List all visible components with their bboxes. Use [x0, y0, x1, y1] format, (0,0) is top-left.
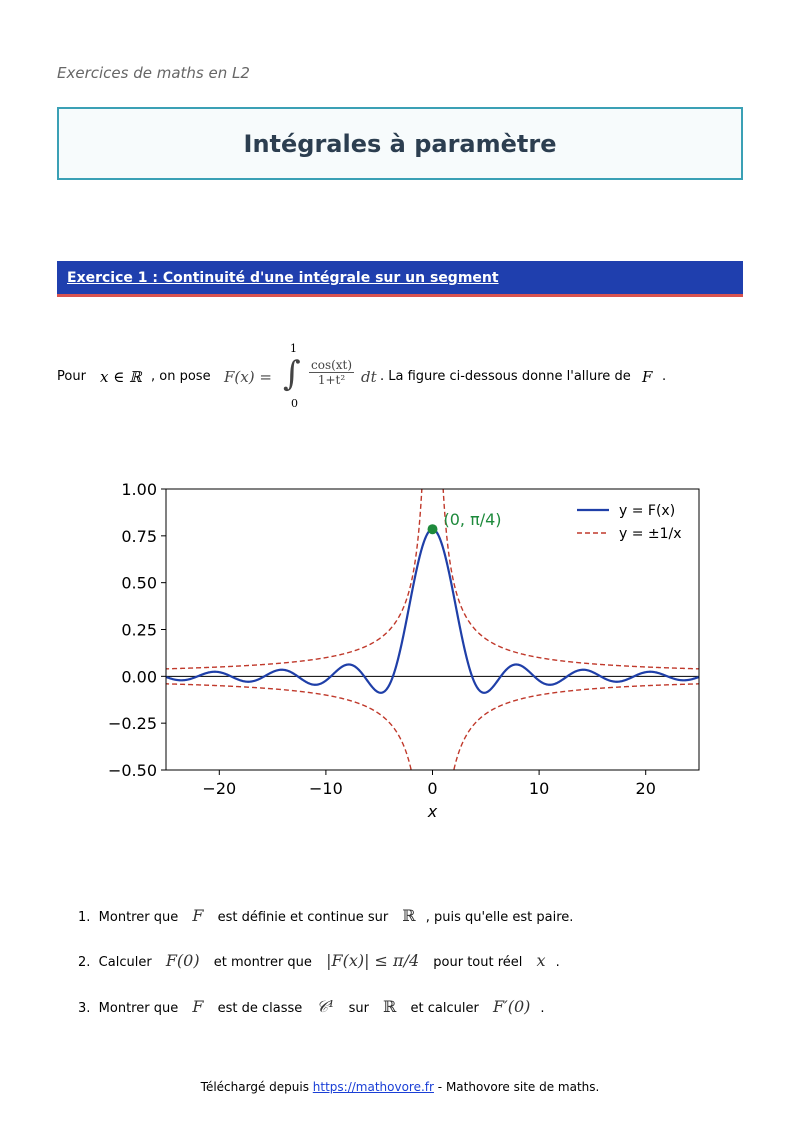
intro-F-of-x: F(x) =	[224, 368, 272, 386]
question-text: et montrer que	[213, 955, 312, 970]
integral-sign: ∫	[283, 354, 301, 394]
math-inequality: |F(x)| ≤ π/4	[326, 951, 420, 970]
x-axis-label: x	[427, 802, 438, 821]
page-header: Exercices de maths en L2	[57, 64, 250, 82]
question-text: .	[555, 955, 560, 970]
y-tick-label: 0.00	[121, 667, 157, 687]
page-title: Intégrales à paramètre	[243, 129, 557, 158]
x-tick-label: 10	[528, 779, 550, 798]
question-number: 2.	[78, 955, 91, 970]
y-tick-label: 0.75	[121, 526, 157, 546]
question-number: 3.	[78, 1001, 91, 1016]
question-text: est de classe	[217, 1001, 303, 1016]
footer-link[interactable]: https://mathovore.fr	[312, 1080, 434, 1094]
intro-end: .	[662, 369, 667, 384]
question-text: Calculer	[98, 955, 152, 970]
question-text: sur	[348, 1001, 369, 1016]
math-C1: 𝒞¹	[316, 997, 335, 1016]
question-2	[78, 951, 560, 970]
footer-suffix: - Mathovore site de maths.	[437, 1080, 600, 1094]
series-F-line	[166, 529, 699, 693]
function-plot	[0, 470, 800, 830]
series-plus-inv-x-left	[166, 684, 428, 830]
intro-pour: Pour	[57, 369, 86, 384]
question-text: .	[540, 1001, 545, 1016]
intro-after: . La figure ci-dessous donne l'allure de	[380, 369, 631, 384]
x-tick-label: −10	[309, 779, 343, 798]
y-tick-label: 0.25	[121, 620, 157, 640]
legend-label-F: y = F(x)	[619, 503, 676, 519]
question-text: Montrer que	[98, 1001, 179, 1016]
intro-x-in-r: x ∈ ℝ	[100, 368, 142, 386]
math-Fprime0: F′(0)	[492, 997, 531, 1016]
page-footer	[0, 1080, 800, 1094]
fraction-denominator: 1+t²	[317, 373, 346, 387]
series-minus-inv-x-right	[437, 684, 699, 830]
math-R: ℝ	[383, 997, 397, 1016]
question-text: et calculer	[410, 1001, 479, 1016]
math-R: ℝ	[402, 906, 416, 925]
x-tick-label: −20	[202, 779, 237, 798]
fraction-numerator: cos(xt)	[311, 358, 353, 372]
legend-label-inv-x: y = ±1/x	[619, 526, 682, 542]
question-number: 1.	[78, 910, 91, 925]
question-text: Montrer que	[98, 910, 179, 925]
footer-prefix: Téléchargé depuis	[200, 1080, 309, 1094]
intro-F: F	[642, 368, 653, 386]
intro-dt: dt	[361, 368, 377, 386]
math-x: x	[536, 951, 546, 970]
integrand-fraction	[309, 358, 354, 387]
integral-upper-bound: 1	[290, 342, 297, 355]
math-F0: F(0)	[165, 951, 200, 970]
title-box	[57, 107, 743, 180]
series-plus-inv-x-right	[437, 470, 699, 669]
math-F: F	[192, 997, 204, 1016]
exercise-title: Exercice 1 : Continuité d'une intégrale sur un segment	[67, 270, 499, 286]
question-text: , puis qu'elle est paire.	[425, 910, 574, 925]
annotation-label: (0, π/4)	[443, 510, 502, 530]
math-F: F	[192, 906, 204, 925]
exercise-banner	[57, 261, 743, 297]
intro-on-pose: , on pose	[151, 369, 211, 384]
question-text: pour tout réel	[433, 955, 523, 970]
integral-lower-bound: 0	[291, 397, 298, 410]
question-3	[78, 997, 545, 1017]
question-text: est définie et continue sur	[217, 910, 389, 925]
y-tick-label: 1.00	[121, 480, 157, 499]
y-tick-label: −0.50	[107, 761, 157, 780]
y-tick-label: 0.50	[121, 573, 157, 593]
x-tick-label: 20	[635, 779, 656, 798]
annotation-point	[428, 524, 438, 534]
series-minus-inv-x-left	[166, 470, 428, 669]
y-tick-label: −0.25	[107, 714, 157, 734]
x-tick-label: 0	[427, 779, 438, 798]
question-1	[78, 906, 573, 925]
